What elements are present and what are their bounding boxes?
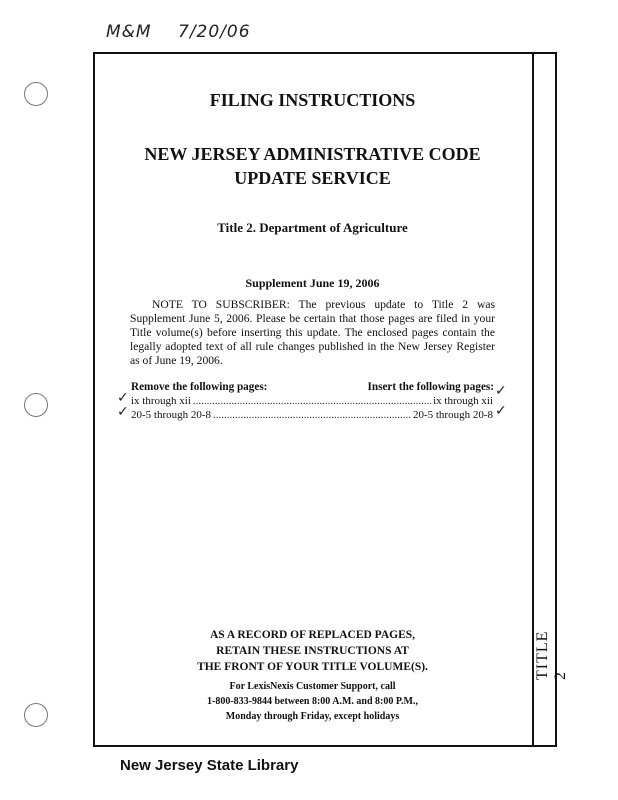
check-mark-icon: ✓ (495, 403, 507, 419)
tab-label: TITLE 2 (534, 630, 569, 680)
remove-pages: 20-5 through 20-8 (131, 409, 212, 421)
handwritten-initials: M&M (106, 22, 152, 42)
title-section: Title 2. Department of Agriculture (217, 220, 408, 235)
insert-pages: ix through xii (433, 395, 493, 407)
record-line: RETAIN THESE INSTRUCTIONS AT (216, 645, 409, 657)
subtitle-line: NEW JERSEY ADMINISTRATIVE CODE (144, 144, 481, 164)
check-mark-icon: ✓ (117, 390, 129, 406)
subtitle-line: UPDATE SERVICE (234, 168, 391, 188)
check-mark-icon: ✓ (495, 383, 507, 399)
binder-hole (24, 82, 48, 106)
record-line: THE FRONT OF YOUR TITLE VOLUME(S). (197, 661, 428, 673)
handwritten-date: 7/20/06 (178, 22, 251, 42)
library-stamp: New Jersey State Library (120, 757, 299, 774)
document-subtitle (93, 142, 532, 190)
check-mark-icon: ✓ (117, 404, 129, 420)
table-row (131, 409, 493, 421)
support-line: For LexisNexis Customer Support, call (229, 681, 396, 692)
customer-support (93, 679, 532, 724)
leader-dots (213, 409, 411, 421)
binder-hole (24, 393, 48, 417)
binder-hole (24, 703, 48, 727)
remove-pages: ix through xii (131, 395, 191, 407)
document-title: FILING INSTRUCTIONS (209, 90, 416, 110)
record-instructions (93, 627, 532, 675)
record-line: AS A RECORD OF REPLACED PAGES, (209, 629, 416, 641)
subscriber-note: NOTE TO SUBSCRIBER: The previous update to Title 2 was Supplement June 5, 2006. Please be certain that those pages are filed in your Title volume(s) before inserting this update. The enclosed pages contain the legally adopted text of all rule changes published in the New Jersey Register as of June 19, 2006. (130, 298, 495, 367)
support-line: 1-800-833-9844 between 8:00 A.M. and 8:00 P.M., (206, 696, 418, 707)
leader-dots (193, 395, 431, 407)
table-row (131, 395, 493, 407)
support-line: Monday through Friday, except holidays (225, 711, 400, 722)
insert-pages: 20-5 through 20-8 (412, 409, 493, 421)
remove-header: Remove the following pages: (131, 381, 268, 393)
supplement-date: Supplement June 19, 2006 (245, 276, 380, 290)
insert-header: Insert the following pages: (367, 381, 494, 393)
